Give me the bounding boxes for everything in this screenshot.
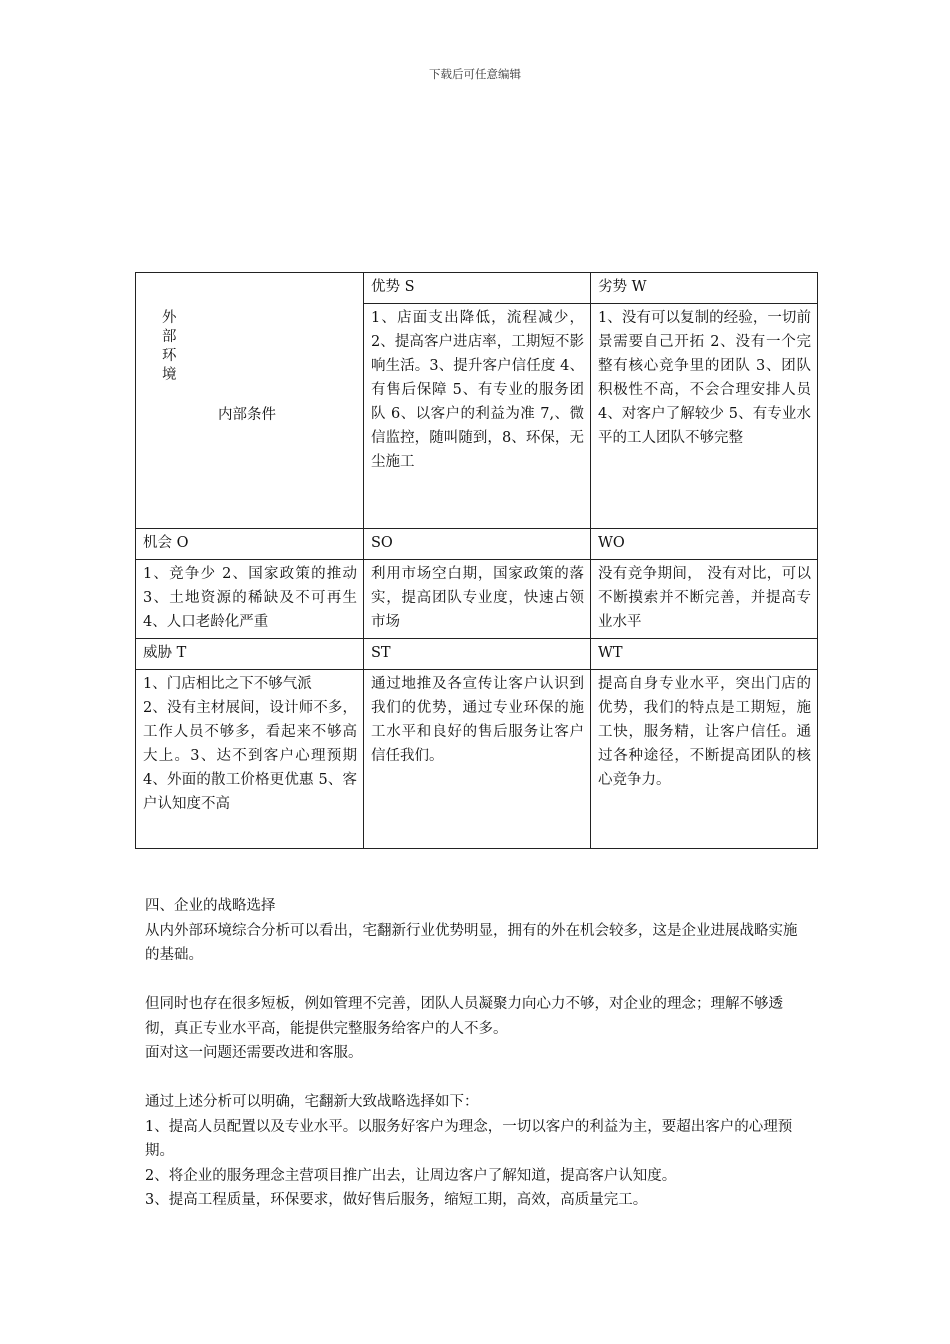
internal-conditions-label: 内部条件 bbox=[218, 407, 276, 423]
so-header: SO bbox=[364, 529, 591, 560]
external-char: 境 bbox=[162, 367, 177, 383]
wt-content: 提高自身专业水平，突出门店的优势，我们的特点是工期短，施工快，服务精，让客户信任。通过各种途径，不断提高团队的核心竞争力。 bbox=[591, 670, 818, 849]
wt-header: WT bbox=[591, 639, 818, 670]
strategy-section bbox=[145, 894, 810, 1213]
wo-header: WO bbox=[591, 529, 818, 560]
paragraph-strategy-intro: 通过上述分析可以明确，宅翻新大致战略选择如下： bbox=[145, 1094, 479, 1110]
weakness-content: 1、没有可以复制的经验，一切前景需要自己开拓 2、没有一个完整有核心竞争里的团队 3、团队积极性不高，不会合理安排人员 4、对客户了解较少 5、有专业水平的工人团队不够完整 bbox=[591, 304, 818, 529]
swot-table bbox=[135, 272, 818, 849]
st-header: ST bbox=[364, 639, 591, 670]
external-char: 外 bbox=[162, 310, 177, 326]
paragraph-gap bbox=[145, 968, 810, 993]
external-environment-label bbox=[162, 309, 177, 385]
strength-header: 优势 S bbox=[364, 273, 591, 304]
threat-content bbox=[136, 670, 364, 849]
opportunity-content: 1、竞争少 2、国家政策的推动 3、土地资源的稀缺及不可再生 4、人口老龄化严重 bbox=[136, 560, 364, 639]
section-title: 四、企业的战略选择 bbox=[145, 898, 276, 914]
so-content: 利用市场空白期，国家政策的落实，提高团队专业度，快速占领市场 bbox=[364, 560, 591, 639]
threat-header: 威胁 T bbox=[136, 639, 364, 670]
weakness-header: 劣势 W bbox=[591, 273, 818, 304]
st-content: 通过地推及各宣传让客户认识到我们的优势，通过专业环保的施工水平和良好的售后服务让客户信任我们。 bbox=[364, 670, 591, 849]
swot-corner-cell bbox=[136, 273, 364, 529]
strength-content: 1、店面支出降低，流程减少，2、提高客户进店率，工期短不影响生活。3、提升客户信任度 4、有售后保障 5、有专业的服务团队 6、以客户的利益为准 7,、微信监控，随叫随到，8、环保，无尘施工 bbox=[364, 304, 591, 529]
paragraph-gap bbox=[145, 1066, 810, 1091]
external-char: 部 bbox=[162, 329, 177, 345]
paragraph-shortcomings: 但同时也存在很多短板，例如管理不完善，团队人员凝聚力向心力不够，对企业的理念；理解不够透彻，真正专业水平高，能提供完整服务给客户的人不多。 bbox=[145, 996, 783, 1037]
paragraph-improvement: 面对这一问题还需要改进和客服。 bbox=[145, 1045, 363, 1061]
external-char: 环 bbox=[162, 348, 177, 364]
strategy-item-2: 2、将企业的服务理念主营项目推广出去，让周边客户了解知道，提高客户认知度。 bbox=[145, 1167, 677, 1184]
wo-content: 没有竞争期间， 没有对比，可以不断摸索并不断完善，并提高专业水平 bbox=[591, 560, 818, 639]
strategy-item-1: 1、提高人员配置以及专业水平。以服务好客户为理念，一切以客户的利益为主，要超出客户的心理预期。 bbox=[145, 1118, 793, 1159]
page-header-note: 下载后可任意编辑 bbox=[429, 67, 521, 81]
threat-content-line-2: 2、没有主材展间，设计师不多，工作人员不够多，看起来不够高大上。3、达不到客户心理预期 4、外面的散工价格更优惠 5、客户认知度不高 bbox=[143, 700, 357, 812]
opportunity-header: 机会 O bbox=[136, 529, 364, 560]
strategy-item-3: 3、提高工程质量，环保要求，做好售后服务，缩短工期，高效，高质量完工。 bbox=[145, 1192, 648, 1208]
paragraph-analysis: 从内外部环境综合分析可以看出，宅翻新行业优势明显，拥有的外在机会较多，这是企业进展战略实施的基础。 bbox=[145, 922, 798, 963]
threat-content-line-1: 1、门店相比之下不够气派 bbox=[143, 676, 312, 692]
